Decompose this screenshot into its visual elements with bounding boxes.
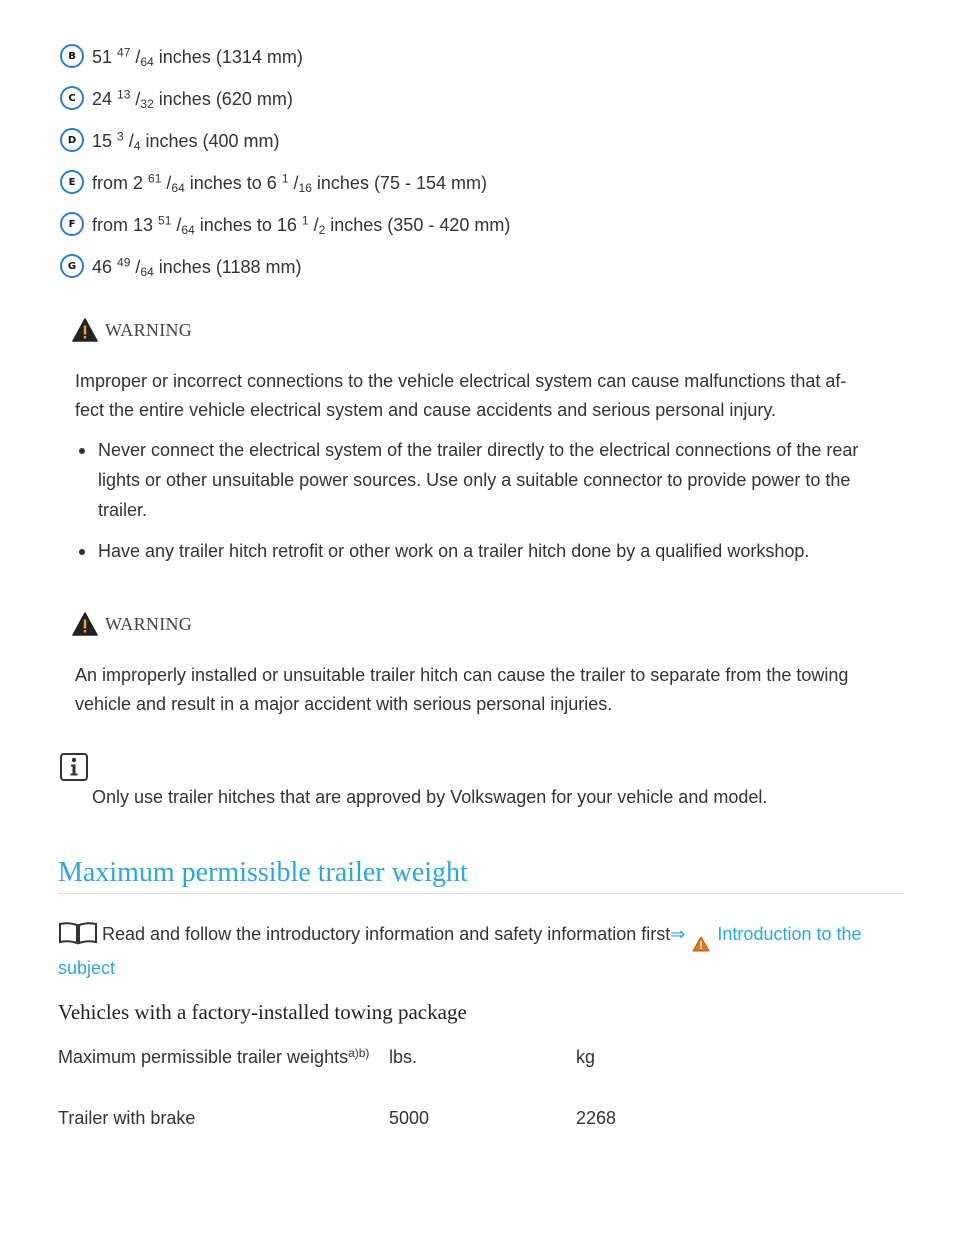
spec-item-d bbox=[60, 128, 900, 170]
spec-item-f bbox=[60, 212, 900, 254]
info-icon bbox=[60, 753, 88, 781]
book-icon bbox=[58, 921, 98, 945]
small-warning-icon bbox=[692, 936, 710, 952]
intro-text: Read and follow the introductory information and safety information first⇒ Introduction to the subject bbox=[58, 918, 898, 984]
dimension-list bbox=[60, 44, 900, 296]
warning-label: WARNING bbox=[105, 319, 193, 340]
spec-item-c bbox=[60, 86, 900, 128]
warning-heading bbox=[72, 612, 192, 636]
subsection-title: Vehicles with a factory-installed towing package bbox=[58, 1000, 467, 1024]
section-title: Maximum permissible trailer weight bbox=[58, 857, 468, 888]
warning-label: WARNING bbox=[105, 613, 193, 634]
callout-g-icon: G bbox=[60, 254, 84, 278]
reference-arrow-icon: ⇒ bbox=[670, 924, 686, 944]
callout-f-icon: F bbox=[60, 212, 84, 236]
spec-text: 24 $^{13}$ $/_{32}$ inches (620 mm) bbox=[92, 87, 293, 111]
warning-heading bbox=[72, 318, 192, 342]
warning-triangle-icon bbox=[72, 612, 98, 636]
list-item: Have any trailer hitch retrofit or other work on a trailer hitch done by a qualified workshop. bbox=[75, 536, 890, 566]
callout-c-icon: C bbox=[60, 86, 84, 110]
spec-item-e bbox=[60, 170, 900, 212]
warning-triangle-icon bbox=[72, 318, 98, 342]
note-text: Only use trailer hitches that are approved by Volkswagen for your vehicle and model. bbox=[92, 787, 768, 807]
table-cell: 5000 bbox=[389, 1108, 430, 1128]
warning-text: An improperly installed or unsuitable trailer hitch can cause the trailer to separate from the towing vehicle and result in a major accident with serious personal injuries. bbox=[75, 665, 849, 714]
list-item: Never connect the electrical system of the trailer directly to the electrical connections of the rear lights or other unsuitable power sources. Use only a suitable connector to provide power to the trailer. bbox=[75, 435, 890, 525]
spec-text: from 2 $^{61}$ $/_{64}$ inches to 6 $^1$ $/_{16}$ inches (75 - 154 mm) bbox=[92, 171, 487, 195]
spec-item-b bbox=[60, 44, 900, 86]
warning-bullet-list bbox=[75, 435, 890, 577]
warning-text: Improper or incorrect connections to the vehicle electrical system can cause malfunctions that af- fect the entire vehicle electrical system and cause accidents and serious personal injury. bbox=[75, 371, 847, 420]
section-divider bbox=[58, 893, 904, 894]
callout-e-icon: E bbox=[60, 170, 84, 194]
intro-link[interactable]: Introduction to the subject bbox=[58, 924, 862, 978]
table-cell: 2268 bbox=[576, 1108, 617, 1128]
spec-text: 15 $^3$ $/_4$ inches (400 mm) bbox=[92, 129, 280, 153]
callout-b-icon: B bbox=[60, 44, 84, 68]
spec-text: 51 $^{47}$ $/_{64}$ inches (1314 mm) bbox=[92, 45, 303, 69]
spec-text: from 13 $^{51}$ $/_{64}$ inches to 16 $^1$ $/_2$ inches (350 - 420 mm) bbox=[92, 213, 511, 237]
table-header-cell: Maximum permissible trailer weights$^{a)b)}$ bbox=[58, 1046, 370, 1067]
table-header-cell: lbs. bbox=[389, 1047, 418, 1067]
spec-text: 46 $^{49}$ $/_{64}$ inches (1188 mm) bbox=[92, 255, 302, 279]
table-cell: Trailer with brake bbox=[58, 1108, 196, 1128]
callout-d-icon: D bbox=[60, 128, 84, 152]
footnote-marker: a)b) bbox=[348, 1046, 370, 1060]
table-header-cell: kg bbox=[576, 1047, 596, 1067]
spec-item-g bbox=[60, 254, 900, 296]
